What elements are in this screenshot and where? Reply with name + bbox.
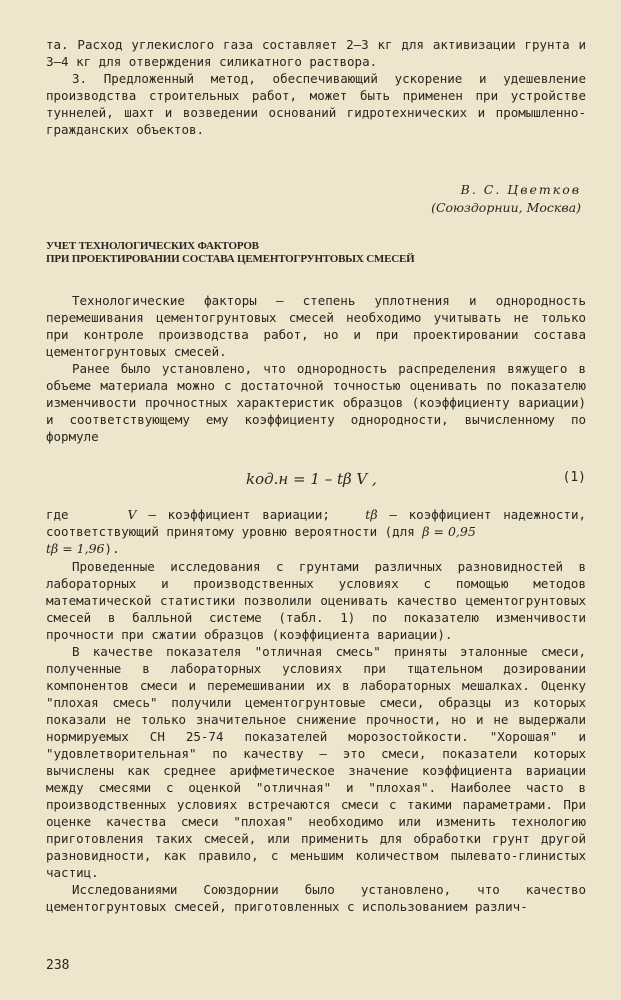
body-paragraph-1: Технологические факторы – степень уплотнения и однородность перемешивания цементогрунтовых смесей необходимо учитывать не только при контроле производства работ, но и при проектировании состава цементогрунтовых смесей.: [46, 293, 586, 359]
variable-t-beta: tβ: [365, 507, 378, 522]
body-paragraph-3: Проведенные исследования с грунтами различных разновидностей в лабораторных и производственных условиях с помощью методов математической статистики позволили оценивать качество цементогрунтовых смесей в балльной системе (табл. 1) по показателю изменчивости прочности при сжатии образцов (коэффициента вариации).: [46, 559, 586, 642]
formula: kод.н = 1 – tβ V ,: [246, 470, 377, 488]
article-heading: [46, 240, 586, 266]
heading-line-2: ПРИ ПРОЕКТИРОВАНИИ СОСТАВА ЦЕМЕНТОГРУНТОВЫХ СМЕСЕЙ: [46, 253, 415, 265]
formula-row: [46, 470, 586, 494]
formula-number: (1): [562, 470, 586, 485]
top-section: [46, 36, 586, 138]
author-name: В. С. Цветков: [460, 182, 581, 197]
beta-value: β = 0,95: [422, 524, 476, 539]
heading-line-1: УЧЕТ ТЕХНОЛОГИЧЕСКИХ ФАКТОРОВ: [46, 240, 259, 252]
author-signature: [281, 181, 581, 217]
body-paragraph-2: Ранее было установлено, что однородность распределения вяжущего в объеме материала можно с достаточной точностью оценивать по показателю изменчивости прочностных характеристик образцов (коэффициенту вариации) и соответствующему ему коэффициенту однородности, вычисленному по формуле: [46, 361, 586, 444]
where-end: ).: [104, 541, 120, 556]
where-V-desc: – коэффициент вариации;: [148, 507, 330, 522]
body-section-1: [46, 292, 586, 445]
where-word: где: [46, 507, 69, 522]
top-paragraph-2: 3. Предложенный метод, обеспечивающий ускорение и удешевление производства строительных работ, может быть применен при устройстве туннелей, шахт и возведении оснований гидротехнических и промышленно-гражданских объектов.: [46, 71, 586, 137]
top-paragraph-1: та. Расход углекислого газа составляет 2–3 кг для активизации грунта и 3–4 кг для отверждения силикатного раствора.: [46, 37, 586, 69]
formula-explanation: [46, 506, 586, 557]
body-paragraph-5: Исследованиями Союздорнии было установлено, что качество цементогрунтовых смесей, приготовленных с использованием различ-: [46, 882, 586, 914]
page-number: 238: [46, 958, 70, 973]
author-organization: (Союздорнии, Москва): [431, 200, 581, 215]
where-t-desc: – коэффициент надежности, соответствующий принятому уровню вероятности (для: [46, 507, 587, 539]
t-beta-value: tβ = 1,96: [46, 541, 105, 556]
body-paragraph-4: В качестве показателя "отличная смесь" приняты эталонные смеси, полученные в лабораторных условиях при тщательном дозировании компонентов смеси и перемешивании их в лабораторных мешалках. Оценку "плохая смесь" получили цементогрунтовые смеси, образцы из которых показали не только значительное снижение прочности, но и не выдержали нормируемых СН 25-74 показателей морозостойкости. "Хорошая" и "удовлетворительная" по качеству – это смеси, показатели которых вычислены как среднее арифметическое значение коэффициента вариации между смесями с оценкой "отличная" и "плохая". Наиболее часто в производственных условиях встречаются смеси с такими параметрами. При оценке качества смеси "плохая" необходимо или изменить технологию приготовления таких смесей, или применить для обработки грунт другой разновидности, как правило, с меньшим количеством пылевато-глинистых частиц.: [46, 644, 586, 880]
variable-V: V: [127, 507, 137, 522]
body-section-2: [46, 558, 586, 915]
